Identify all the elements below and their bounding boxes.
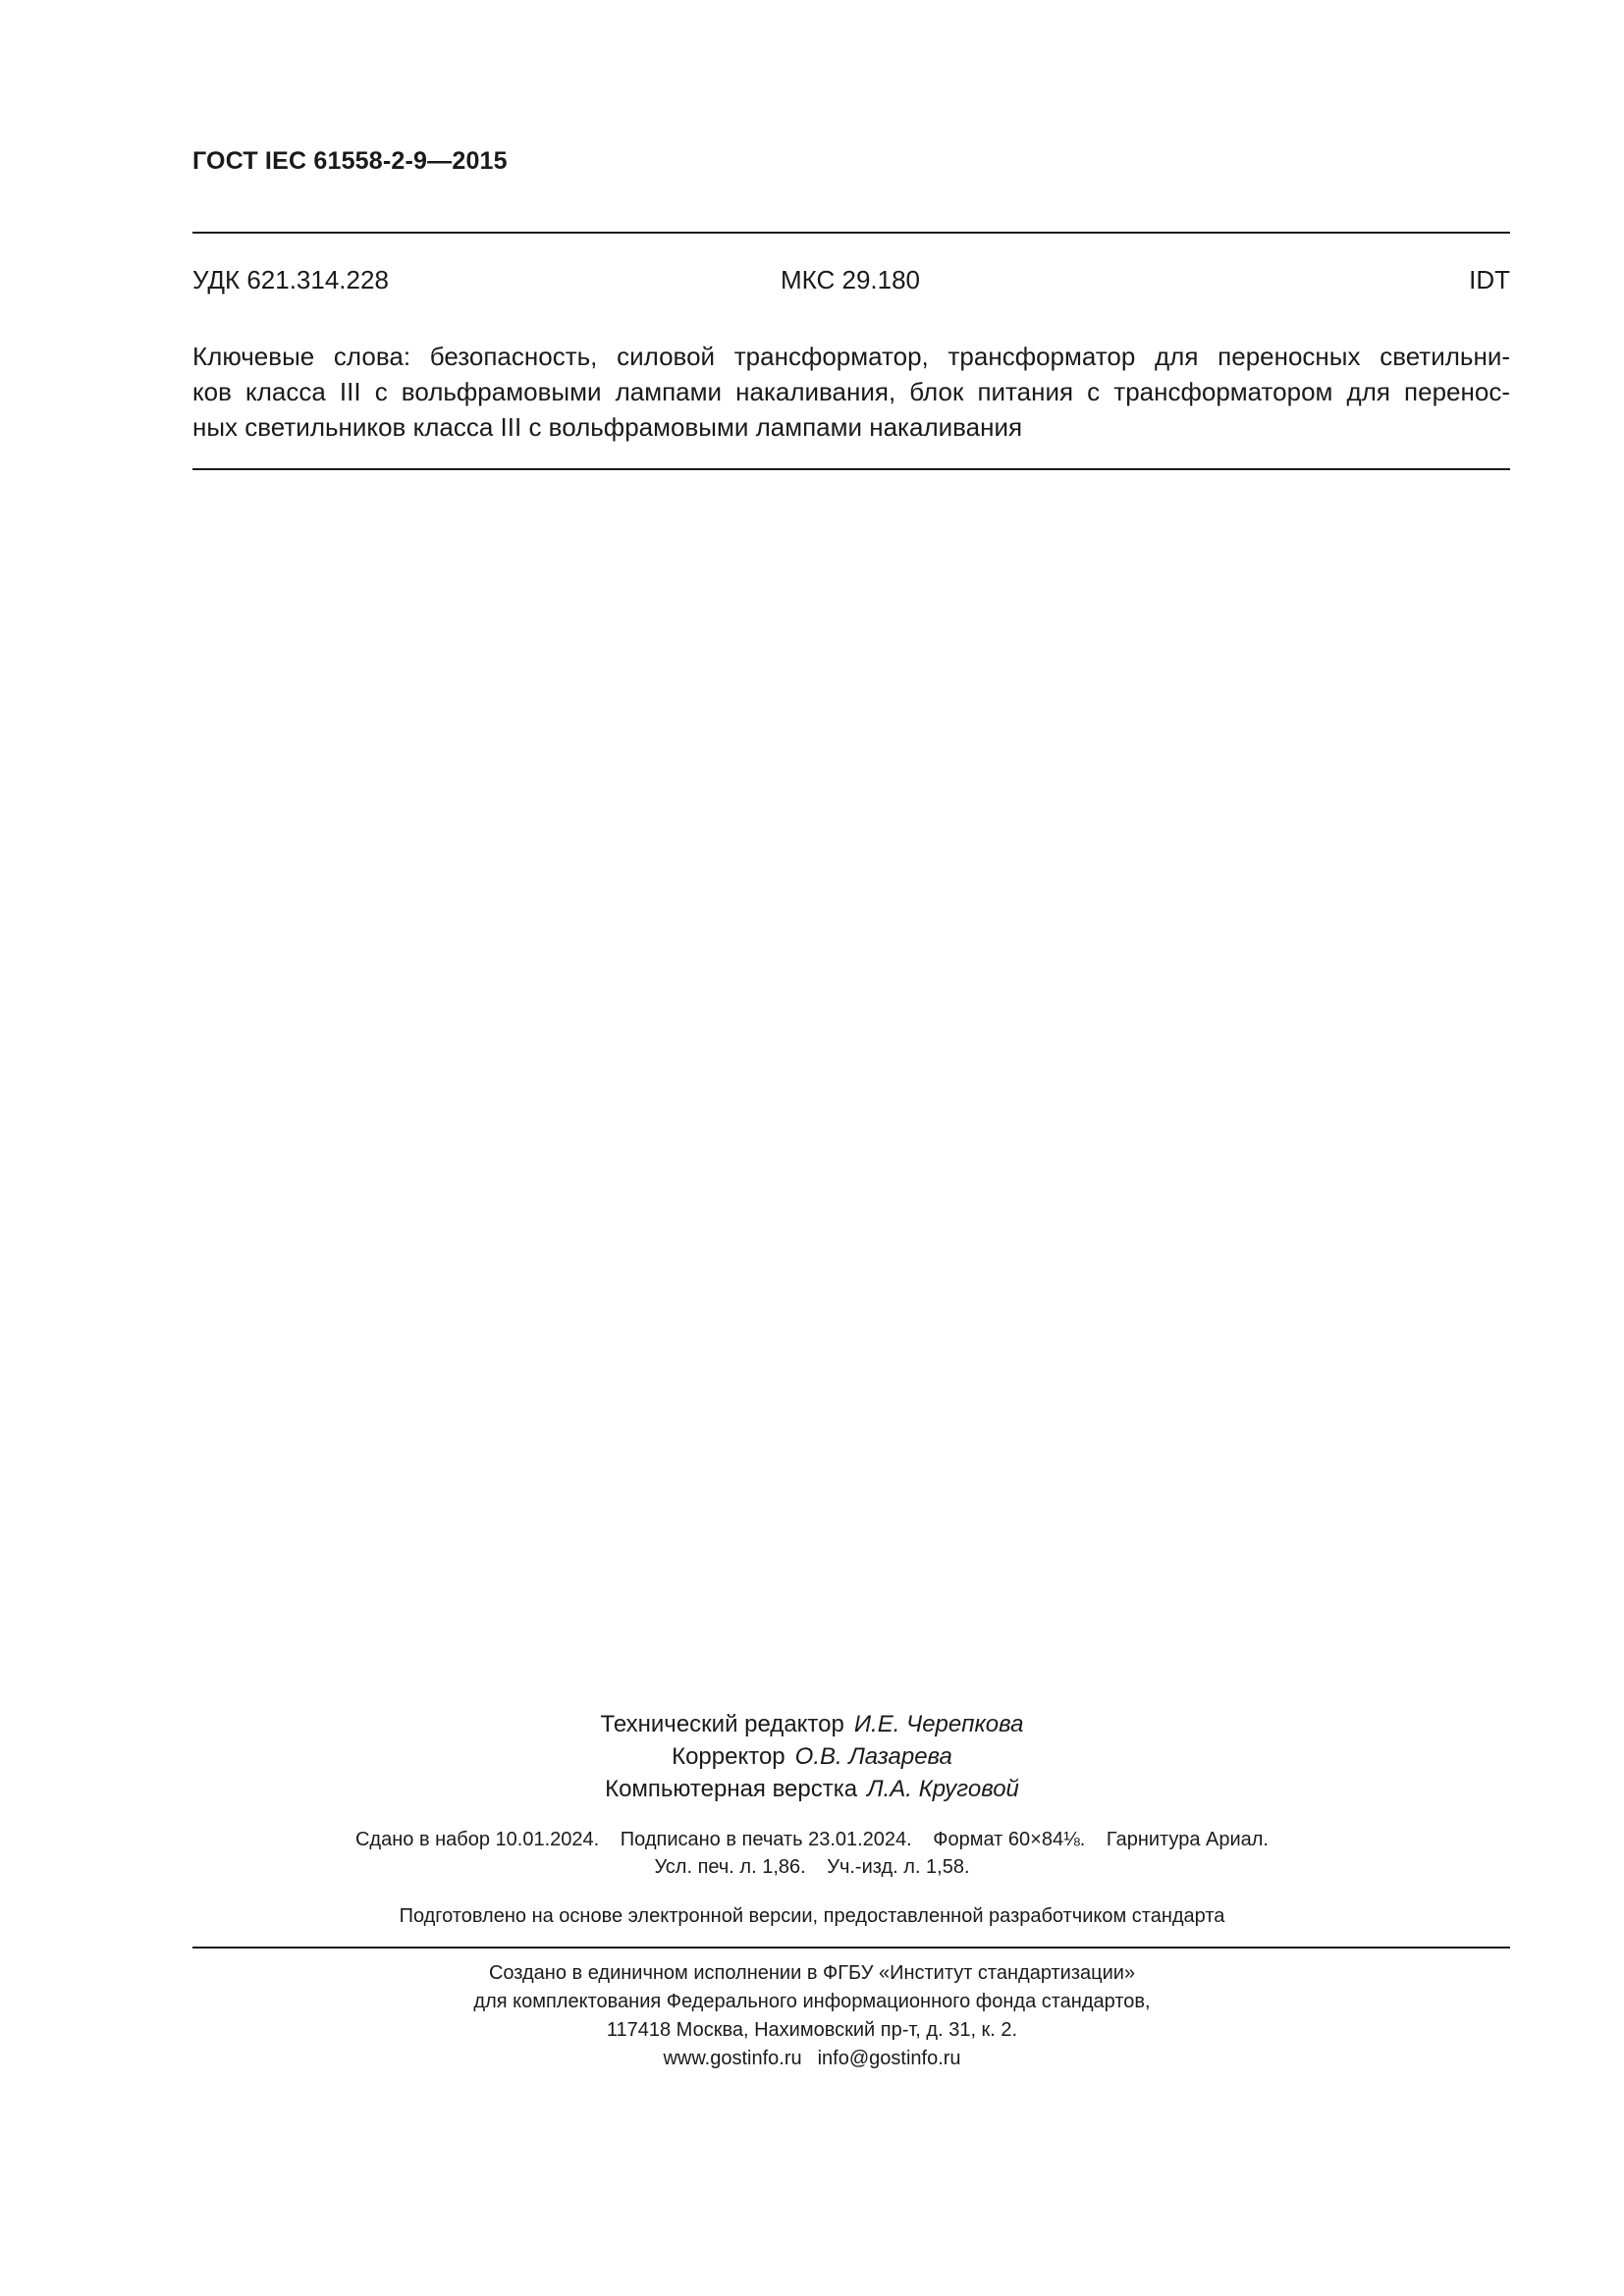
udk-code: УДК 621.314.228 <box>192 265 389 294</box>
publication-info <box>0 1826 1624 1881</box>
tech-editor-label: Технический редактор <box>600 1711 844 1737</box>
classification-row <box>192 265 1510 298</box>
email-link[interactable]: info@gostinfo.ru <box>817 2048 961 2069</box>
website-link[interactable]: www.gostinfo.ru <box>663 2048 802 2069</box>
publisher-footer <box>0 1959 1624 2073</box>
publication-line-1 <box>0 1826 1624 1853</box>
footer-divider <box>192 1947 1510 1949</box>
layout-label: Компьютерная верстка <box>605 1776 858 1802</box>
corrector-label: Корректор <box>672 1743 785 1770</box>
editorial-credits <box>0 1708 1624 1805</box>
print-sheets: Усл. печ. л. 1,86. <box>654 1856 806 1878</box>
footer-address: 117418 Москва, Нахимовский пр-т, д. 31, к. 2. <box>606 2019 1018 2041</box>
footer-contacts <box>0 2045 1624 2073</box>
paper-format: Формат 60×84⅛. <box>933 1829 1086 1850</box>
document-code: ГОСТ IEC 61558-2-9—2015 <box>192 147 508 175</box>
idt-marker: IDT <box>1469 265 1510 294</box>
typeface: Гарнитура Ариал. <box>1106 1829 1269 1850</box>
corrector-row <box>0 1740 1624 1773</box>
keywords-line: ных светильников класса III с вольфрамовыми лампами накаливания <box>192 412 1023 442</box>
keywords-block <box>192 339 1510 445</box>
tech-editor-row <box>0 1708 1624 1740</box>
top-divider <box>192 232 1510 234</box>
tech-editor-name: И.Е. Черепкова <box>853 1711 1024 1737</box>
keywords-line: ков класса III с вольфрамовыми лампами накаливания, блок питания с трансформатором для перенос- <box>192 377 1510 406</box>
publisher-sheets: Уч.-изд. л. 1,58. <box>827 1856 970 1878</box>
corrector-name: О.В. Лазарева <box>794 1743 952 1770</box>
mks-code: МКС 29.180 <box>780 265 921 294</box>
publication-line-2 <box>0 1853 1624 1881</box>
footer-line-2: для комплектования Федерального информационного фонда стандартов, <box>473 1991 1151 2012</box>
signed-date: Подписано в печать 23.01.2024. <box>620 1829 912 1850</box>
submitted-date: Сдано в набор 10.01.2024. <box>354 1829 600 1850</box>
prepared-note: Подготовлено на основе электронной версии, предоставленной разработчиком стандарта <box>399 1905 1225 1927</box>
footer-line-1: Создано в единичном исполнении в ФГБУ «Институт стандартизации» <box>488 1962 1136 1984</box>
layout-name: Л.А. Круговой <box>867 1776 1019 1802</box>
layout-row <box>0 1773 1624 1805</box>
keywords-divider <box>192 468 1510 470</box>
keywords-line: Ключевые слова: безопасность, силовой трансформатор, трансформатор для переносных светильни- <box>192 342 1510 371</box>
